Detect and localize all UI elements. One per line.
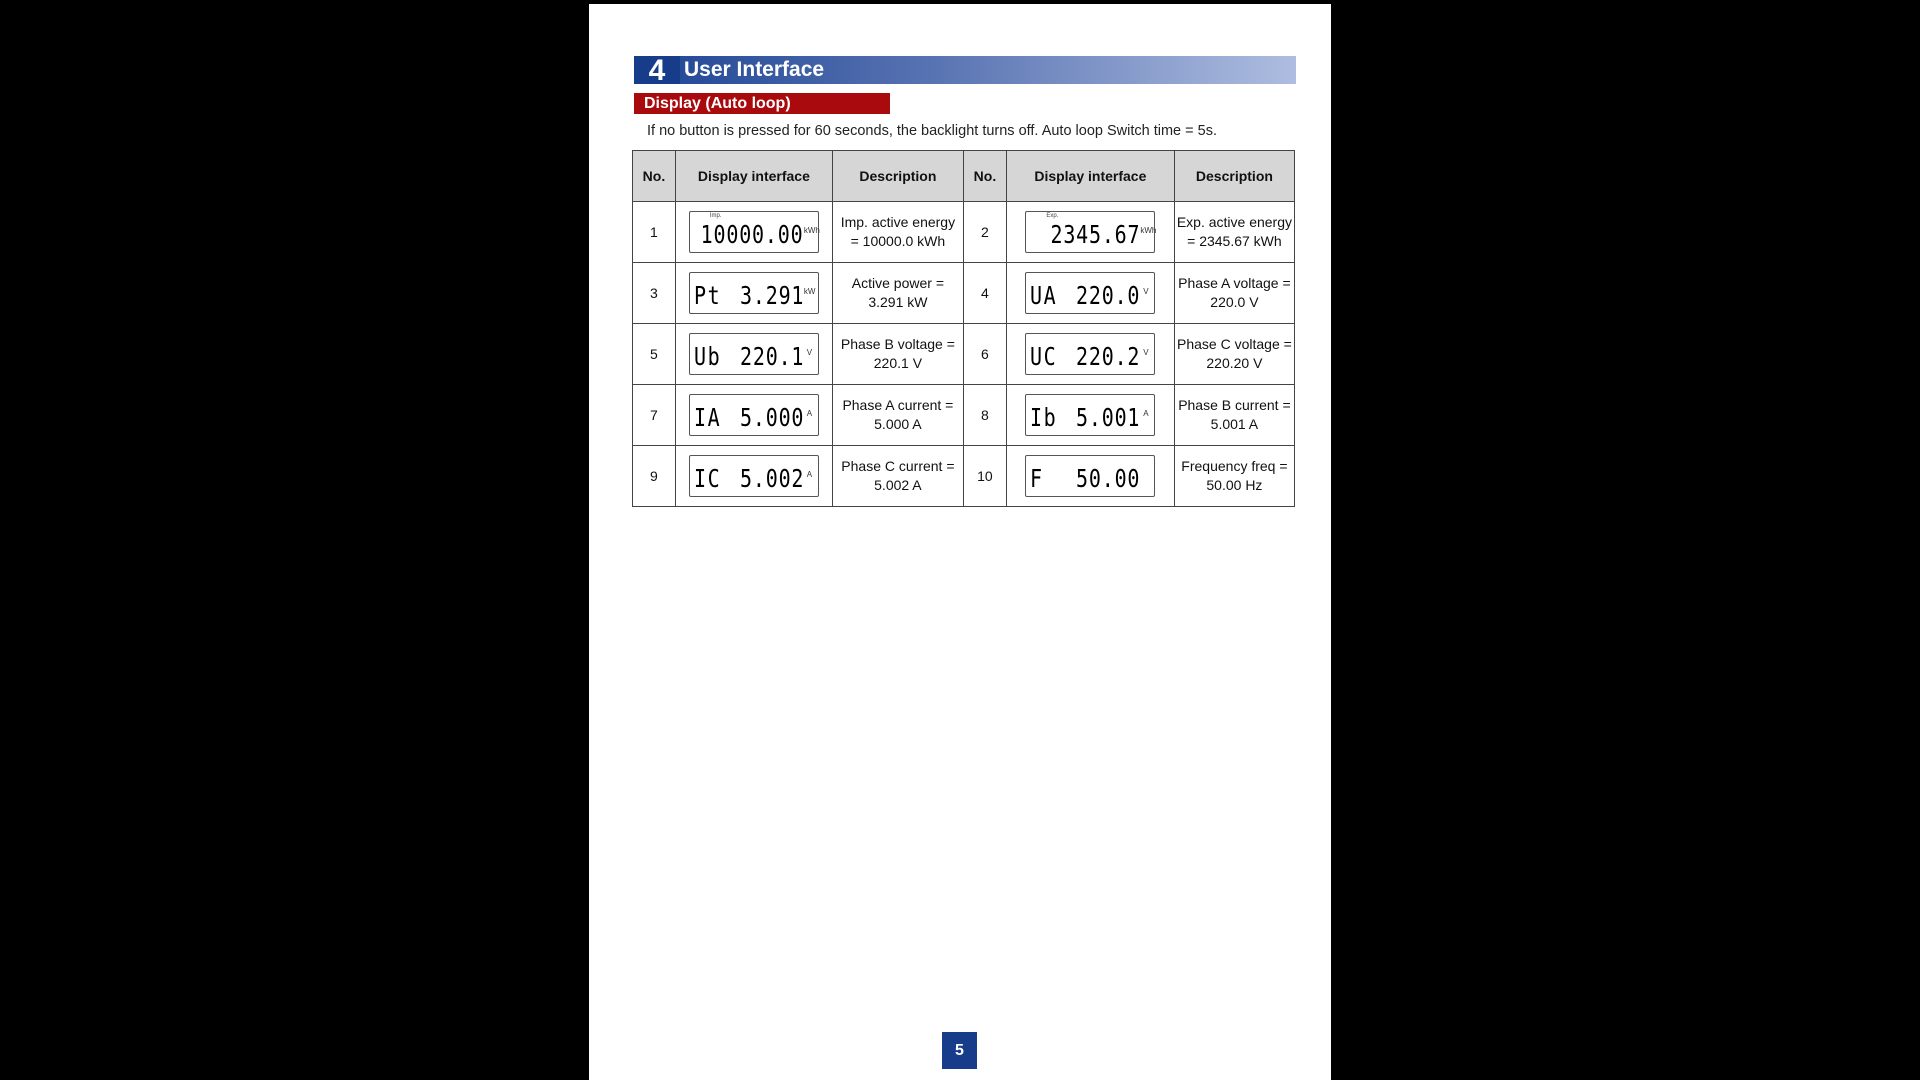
lcd-value: 5.000 xyxy=(739,403,804,432)
lcd-value: 220.1 xyxy=(739,342,804,371)
display-interface-cell xyxy=(1006,385,1174,446)
header-no: No. xyxy=(963,151,1006,202)
lcd-prefix: Ib xyxy=(1030,403,1058,432)
row-number: 5 xyxy=(633,324,676,385)
row-number: 8 xyxy=(963,385,1006,446)
lcd-value: 220.0 xyxy=(1076,281,1141,310)
lcd-tag-label: Exp. xyxy=(1046,213,1059,219)
lcd-display xyxy=(689,455,819,497)
description-cell: Phase C current = 5.002 A xyxy=(832,446,963,507)
lcd-unit: kWh xyxy=(1140,226,1157,235)
description-cell: Phase A voltage = 220.0 V xyxy=(1174,263,1294,324)
header-display-interface: Display interface xyxy=(1006,151,1174,202)
row-number: 4 xyxy=(963,263,1006,324)
header-display-interface: Display interface xyxy=(675,151,832,202)
row-number: 7 xyxy=(633,385,676,446)
table-row xyxy=(633,446,1295,507)
lcd-display xyxy=(689,333,819,375)
display-interface-cell xyxy=(1006,263,1174,324)
section-number: 4 xyxy=(634,56,680,84)
display-interface-cell xyxy=(1006,446,1174,507)
description-cell: Phase A current = 5.000 A xyxy=(832,385,963,446)
display-interface-cell xyxy=(675,446,832,507)
table-row xyxy=(633,202,1295,263)
lcd-display xyxy=(689,272,819,314)
lcd-unit: V xyxy=(1143,348,1149,357)
lcd-display xyxy=(1025,272,1155,314)
row-number: 10 xyxy=(963,446,1006,507)
lcd-display xyxy=(1025,333,1155,375)
lcd-display xyxy=(689,394,819,436)
lcd-value: 10000.00 xyxy=(701,220,804,249)
display-interface-cell xyxy=(675,385,832,446)
lcd-prefix: Ub xyxy=(693,342,722,371)
table-row xyxy=(633,385,1295,446)
lcd-display xyxy=(1025,455,1155,497)
lcd-prefix: UA xyxy=(1030,281,1058,310)
lcd-value: 2345.67 xyxy=(1050,220,1141,249)
lcd-unit: A xyxy=(806,470,813,479)
lcd-tag-label: Imp. xyxy=(709,213,722,219)
header-description: Description xyxy=(832,151,963,202)
description-cell: Phase B voltage = 220.1 V xyxy=(832,324,963,385)
display-interface-cell xyxy=(675,324,832,385)
lcd-unit: A xyxy=(1143,409,1149,418)
display-interface-cell xyxy=(1006,324,1174,385)
section-header xyxy=(634,54,1296,87)
table-row xyxy=(633,324,1295,385)
description-cell: Phase B current = 5.001 A xyxy=(1174,385,1294,446)
document-page xyxy=(589,4,1331,1080)
description-cell: Phase C voltage = 220.20 V xyxy=(1174,324,1294,385)
table-row xyxy=(633,263,1295,324)
header-no: No. xyxy=(633,151,676,202)
description-cell: Frequency freq = 50.00 Hz xyxy=(1174,446,1294,507)
display-table xyxy=(632,150,1295,507)
display-interface-cell xyxy=(675,263,832,324)
lcd-display xyxy=(1025,394,1155,436)
lcd-display xyxy=(689,211,819,253)
lcd-unit: kW xyxy=(803,287,816,296)
row-number: 3 xyxy=(633,263,676,324)
section-title: User Interface xyxy=(684,58,825,81)
lcd-unit: A xyxy=(806,409,813,418)
description-cell: Active power = 3.291 kW xyxy=(832,263,963,324)
lcd-prefix: UC xyxy=(1030,342,1058,371)
lcd-value: 220.2 xyxy=(1076,342,1141,371)
lcd-value: 50.00 xyxy=(1076,464,1141,493)
row-number: 1 xyxy=(633,202,676,263)
header-description: Description xyxy=(1174,151,1294,202)
lcd-prefix: F xyxy=(1030,464,1045,493)
lcd-value: 3.291 xyxy=(739,281,804,310)
lcd-unit: kWh xyxy=(803,226,820,235)
table-header-row xyxy=(633,151,1295,202)
lcd-unit: V xyxy=(806,348,813,357)
subsection-title: Display (Auto loop) xyxy=(634,93,890,114)
page-number: 5 xyxy=(942,1032,977,1069)
row-number: 6 xyxy=(963,324,1006,385)
display-interface-cell xyxy=(675,202,832,263)
lcd-display xyxy=(1025,211,1155,253)
lcd-unit: V xyxy=(1143,287,1149,296)
row-number: 9 xyxy=(633,446,676,507)
description-cell: Exp. active energy = 2345.67 kWh xyxy=(1174,202,1294,263)
lcd-prefix: Pt xyxy=(693,281,722,310)
lcd-value: 5.002 xyxy=(739,464,804,493)
lcd-value: 5.001 xyxy=(1076,403,1141,432)
lcd-prefix: IA xyxy=(693,403,722,432)
description-cell: Imp. active energy = 10000.0 kWh xyxy=(832,202,963,263)
lcd-prefix: IC xyxy=(693,464,722,493)
row-number: 2 xyxy=(963,202,1006,263)
intro-text: If no button is pressed for 60 seconds, the backlight turns off. Auto loop Switch time = 5s. xyxy=(647,123,1217,139)
display-interface-cell xyxy=(1006,202,1174,263)
